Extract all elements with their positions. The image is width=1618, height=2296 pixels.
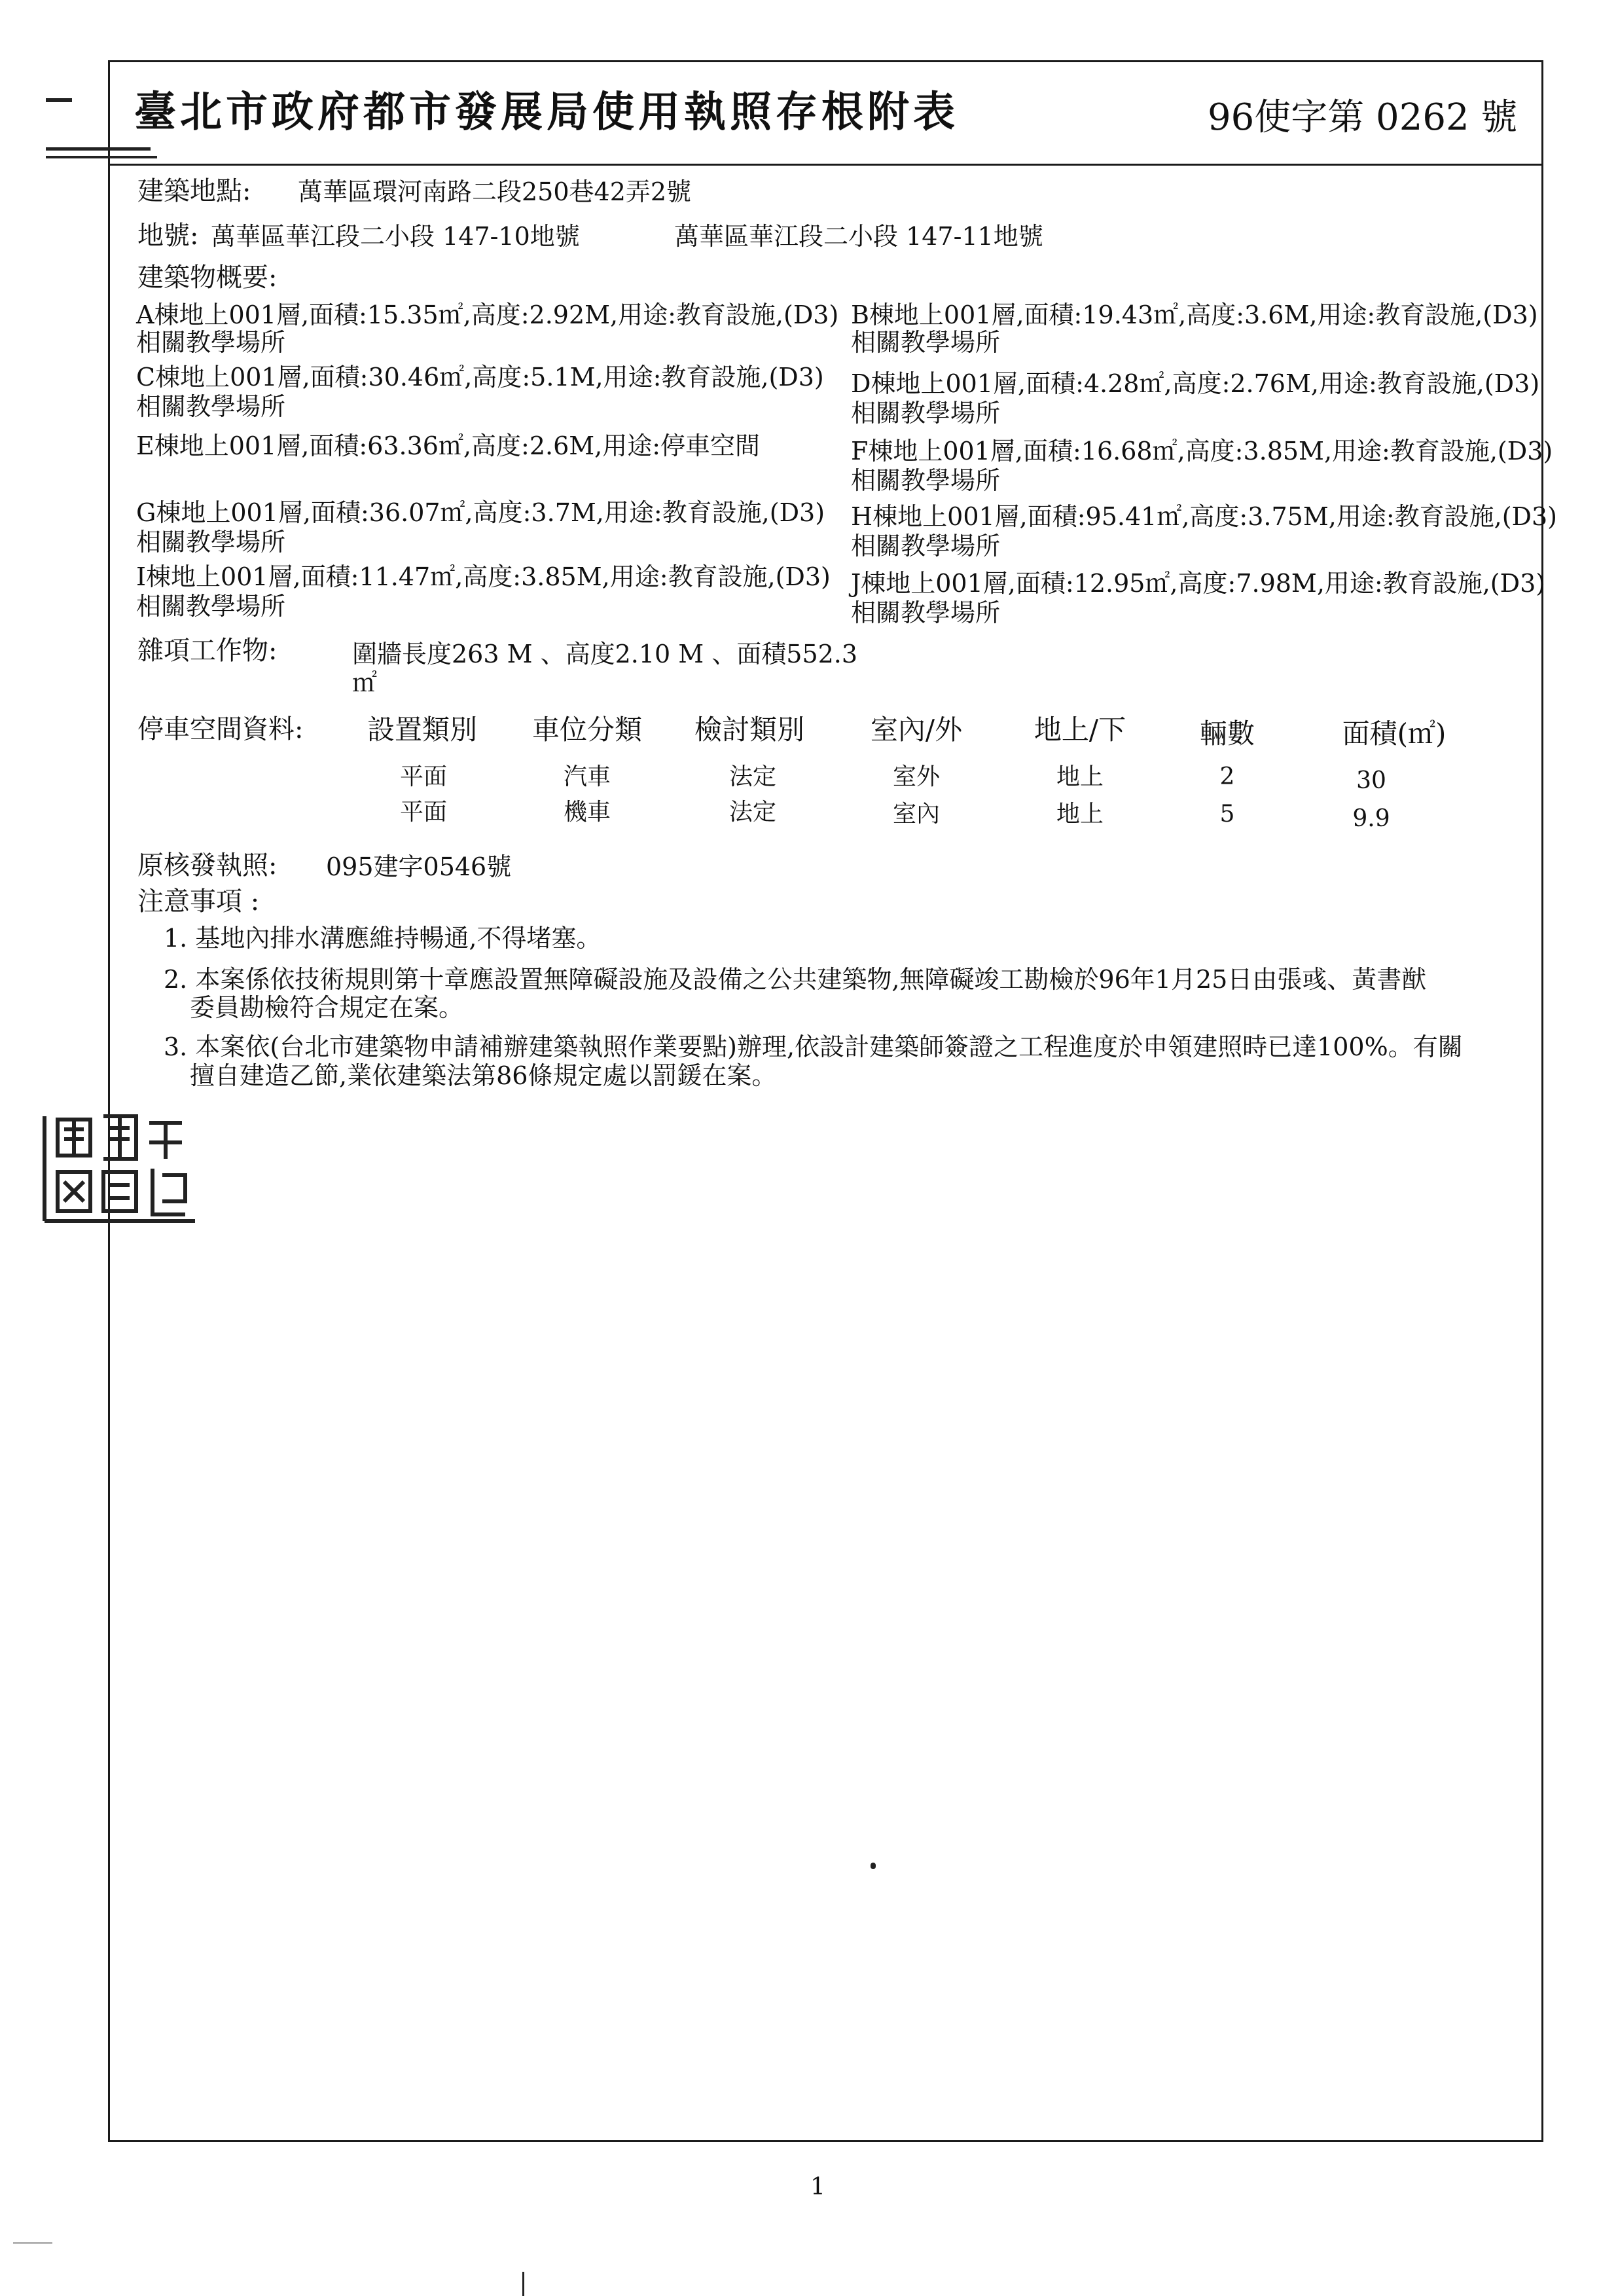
building-B-line2: 相關教學場所 <box>851 328 1001 357</box>
building-J-line2: 相關教學場所 <box>851 598 1001 627</box>
parking-cell: 法定 <box>728 799 776 826</box>
note-2-line2: 委員勘檢符合規定在案。 <box>190 993 464 1022</box>
building-C-line1: C棟地上001層,面積:30.46㎡,高度:5.1M,用途:教育設施,(D3) <box>136 363 824 392</box>
parking-header: 檢討類別 <box>694 714 804 746</box>
title-divider <box>110 164 1541 166</box>
note-1-line1: 1. 基地內排水溝應維持暢通,不得堵塞。 <box>164 924 602 953</box>
buildings-label: 建築物概要: <box>137 263 278 293</box>
location-label: 建築地點: <box>137 176 251 206</box>
scan-mark <box>46 147 151 151</box>
parking-header: 設置類別 <box>367 714 477 746</box>
building-B-line1: B棟地上001層,面積:19.43㎡,高度:3.6M,用途:教育設施,(D3) <box>851 301 1538 329</box>
official-seal-graphic <box>31 1103 202 1234</box>
location-value: 萬華區環河南路二段250巷42弄2號 <box>298 177 692 206</box>
parking-header: 室內/外 <box>870 714 963 746</box>
building-D-line2: 相關教學場所 <box>851 399 1001 428</box>
lot-value-1: 萬華區華江段二小段 147-10地號 <box>211 222 580 251</box>
page-number: 1 <box>810 2174 825 2200</box>
parking-header: 地上/下 <box>1034 714 1126 746</box>
building-H-line2: 相關教學場所 <box>851 532 1001 560</box>
parking-cell: 9.9 <box>1352 805 1390 832</box>
original-permit-label: 原核發執照: <box>137 850 278 881</box>
scan-speck <box>871 1863 876 1869</box>
parking-label: 停車空間資料: <box>137 714 304 744</box>
note-3-line2: 擅自建造乙節,業依建築法第86條規定處以罰鍰在案。 <box>190 1061 777 1090</box>
parking-cell: 平面 <box>399 763 447 790</box>
building-F-line1: F棟地上001層,面積:16.68㎡,高度:3.85M,用途:教育設施,(D3) <box>851 437 1553 465</box>
lot-value-2: 萬華區華江段二小段 147-11地號 <box>674 222 1043 251</box>
scan-mark <box>522 2272 524 2296</box>
building-E-line1: E棟地上001層,面積:63.36㎡,高度:2.6M,用途:停車空間 <box>136 431 761 460</box>
building-G-line2: 相關教學場所 <box>136 528 286 556</box>
parking-cell: 5 <box>1219 801 1235 828</box>
building-F-line2: 相關教學場所 <box>851 466 1001 495</box>
building-G-line1: G棟地上001層,面積:36.07㎡,高度:3.7M,用途:教育設施,(D3) <box>136 498 825 527</box>
parking-cell: 室外 <box>892 763 940 790</box>
original-permit-value: 095建字0546號 <box>326 852 512 881</box>
page-title: 臺北市政府都市發展局使用執照存根附表 <box>134 88 959 137</box>
parking-header: 車位分類 <box>531 714 642 746</box>
misc-line2: ㎡ <box>352 668 378 697</box>
parking-header: 輛數 <box>1199 718 1255 750</box>
building-D-line1: D棟地上001層,面積:4.28㎡,高度:2.76M,用途:教育設施,(D3) <box>851 369 1540 398</box>
parking-cell: 汽車 <box>563 763 611 790</box>
parking-header: 面積(㎡) <box>1342 718 1447 750</box>
scan-mark <box>46 156 157 158</box>
building-J-line1: J棟地上001層,面積:12.95㎡,高度:7.98M,用途:教育設施,(D3) <box>851 569 1546 598</box>
parking-cell: 室內 <box>892 801 940 828</box>
permit-number: 96使字第 0262 號 <box>1208 96 1518 139</box>
parking-cell: 法定 <box>728 763 776 790</box>
parking-cell: 2 <box>1219 763 1235 790</box>
note-2-line1: 2. 本案係依技術規則第十章應設置無障礙設施及設備之公共建築物,無障礙竣工勘檢於96年1月25日由張彧、黃書猷 <box>164 965 1427 994</box>
misc-line1: 圍牆長度263 M 、高度2.10 M 、面積552.3 <box>352 640 858 668</box>
parking-cell: 平面 <box>399 799 447 826</box>
parking-cell: 30 <box>1356 767 1386 794</box>
parking-cell: 地上 <box>1056 801 1104 828</box>
building-H-line1: H棟地上001層,面積:95.41㎡,高度:3.75M,用途:教育設施,(D3) <box>851 502 1557 531</box>
parking-cell: 地上 <box>1056 763 1104 790</box>
misc-label: 雜項工作物: <box>137 636 278 666</box>
building-I-line2: 相關教學場所 <box>136 592 286 621</box>
note-3-line1: 3. 本案依(台北市建築物申請補辦建築執照作業要點)辦理,依設計建築師簽證之工程進度於申領建照時已達100%。有關 <box>164 1032 1463 1061</box>
building-I-line1: I棟地上001層,面積:11.47㎡,高度:3.85M,用途:教育設施,(D3) <box>136 562 831 591</box>
lot-label: 地號: <box>137 221 199 251</box>
building-A-line1: A棟地上001層,面積:15.35㎡,高度:2.92M,用途:教育設施,(D3) <box>136 301 839 329</box>
building-A-line2: 相關教學場所 <box>136 328 286 357</box>
scan-mark <box>46 98 72 102</box>
notes-label: 注意事項 : <box>137 886 260 917</box>
parking-cell: 機車 <box>563 799 611 826</box>
scan-mark <box>13 2242 52 2244</box>
building-C-line2: 相關教學場所 <box>136 392 286 421</box>
